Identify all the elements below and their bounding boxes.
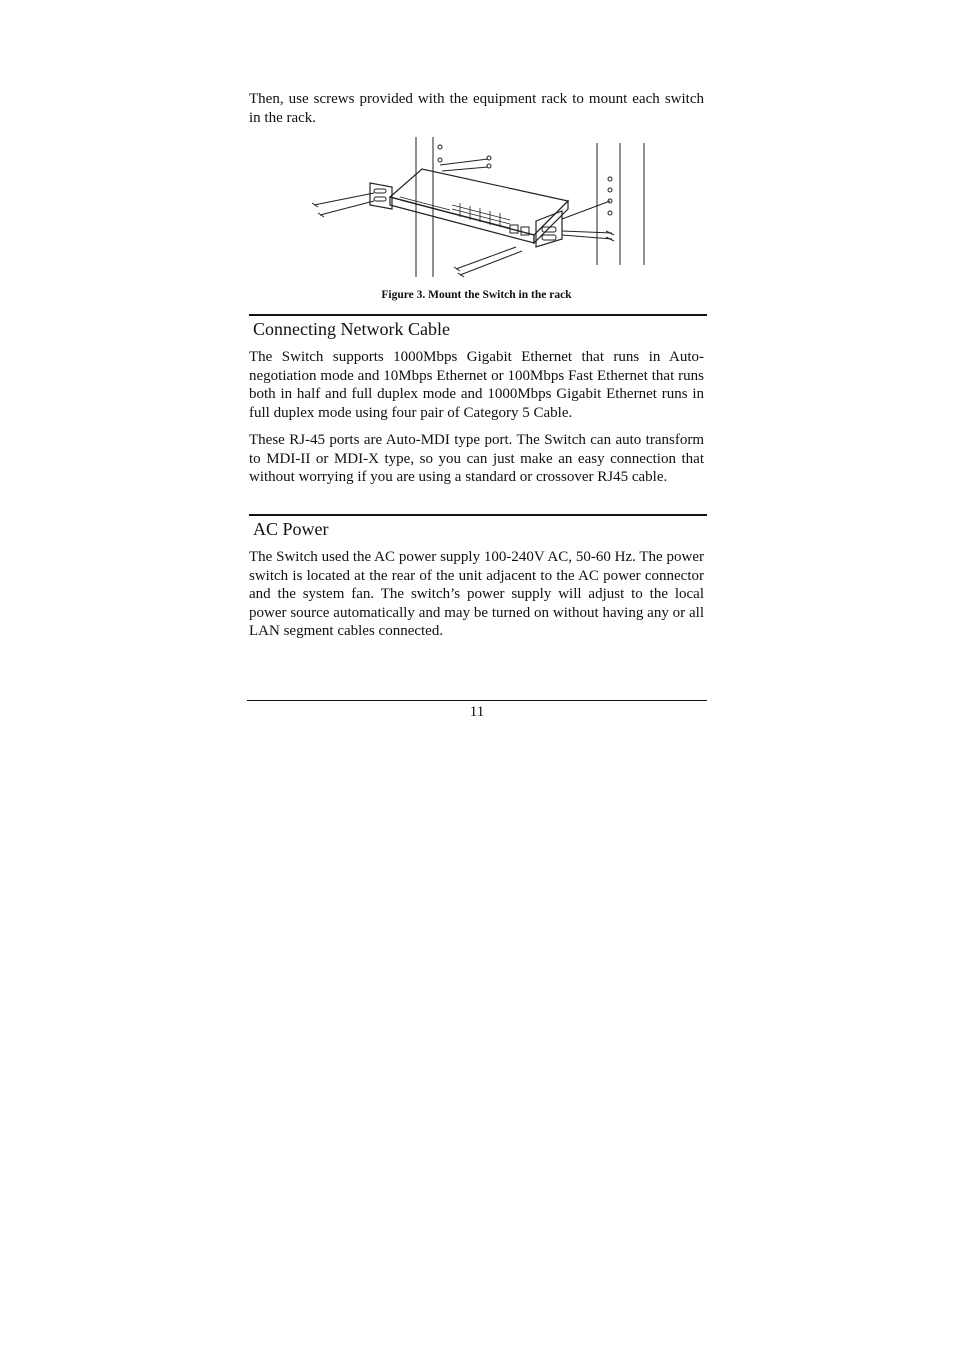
figure-caption: Figure 3. Mount the Switch in the rack [381,289,572,301]
section-heading-ac-power: AC Power [249,514,707,542]
ac-power-paragraph: The Switch used the AC power supply 100-240V AC, 50-60 Hz. The power switch is located at the rear of the unit adjacent to the AC power connector and the system fan. The switch’s power supply will adjust to the local power source automatically and may be turned on without having any or all LAN segment cables connected. [249,549,704,640]
intro-paragraph: Then, use screws provided with the equipment rack to mount each switch in the rack. [249,91,704,126]
network-cable-paragraph-2: These RJ-45 ports are Auto-MDI type port. The Switch can auto transform to MDI-II or MDI-X type, so you can just make an easy connection that without worrying if you are using a standard or crossover RJ45 cable. [249,432,704,486]
rack-mount-figure [300,135,660,280]
page-number: 11 [469,704,485,720]
switch-rack-mount-illustration-icon [300,135,660,280]
footer-divider [247,700,707,701]
network-cable-paragraph-1: The Switch supports 1000Mbps Gigabit Ethernet that runs in Auto-negotiation mode and 10Mbps Ethernet or 100Mbps Fast Ethernet that runs both in half and full duplex mode and 1000Mbps Gigabit Ethernet runs in full duplex mode using four pair of Category 5 Cable. [249,349,704,421]
section-heading-network-cable: Connecting Network Cable [249,314,707,342]
